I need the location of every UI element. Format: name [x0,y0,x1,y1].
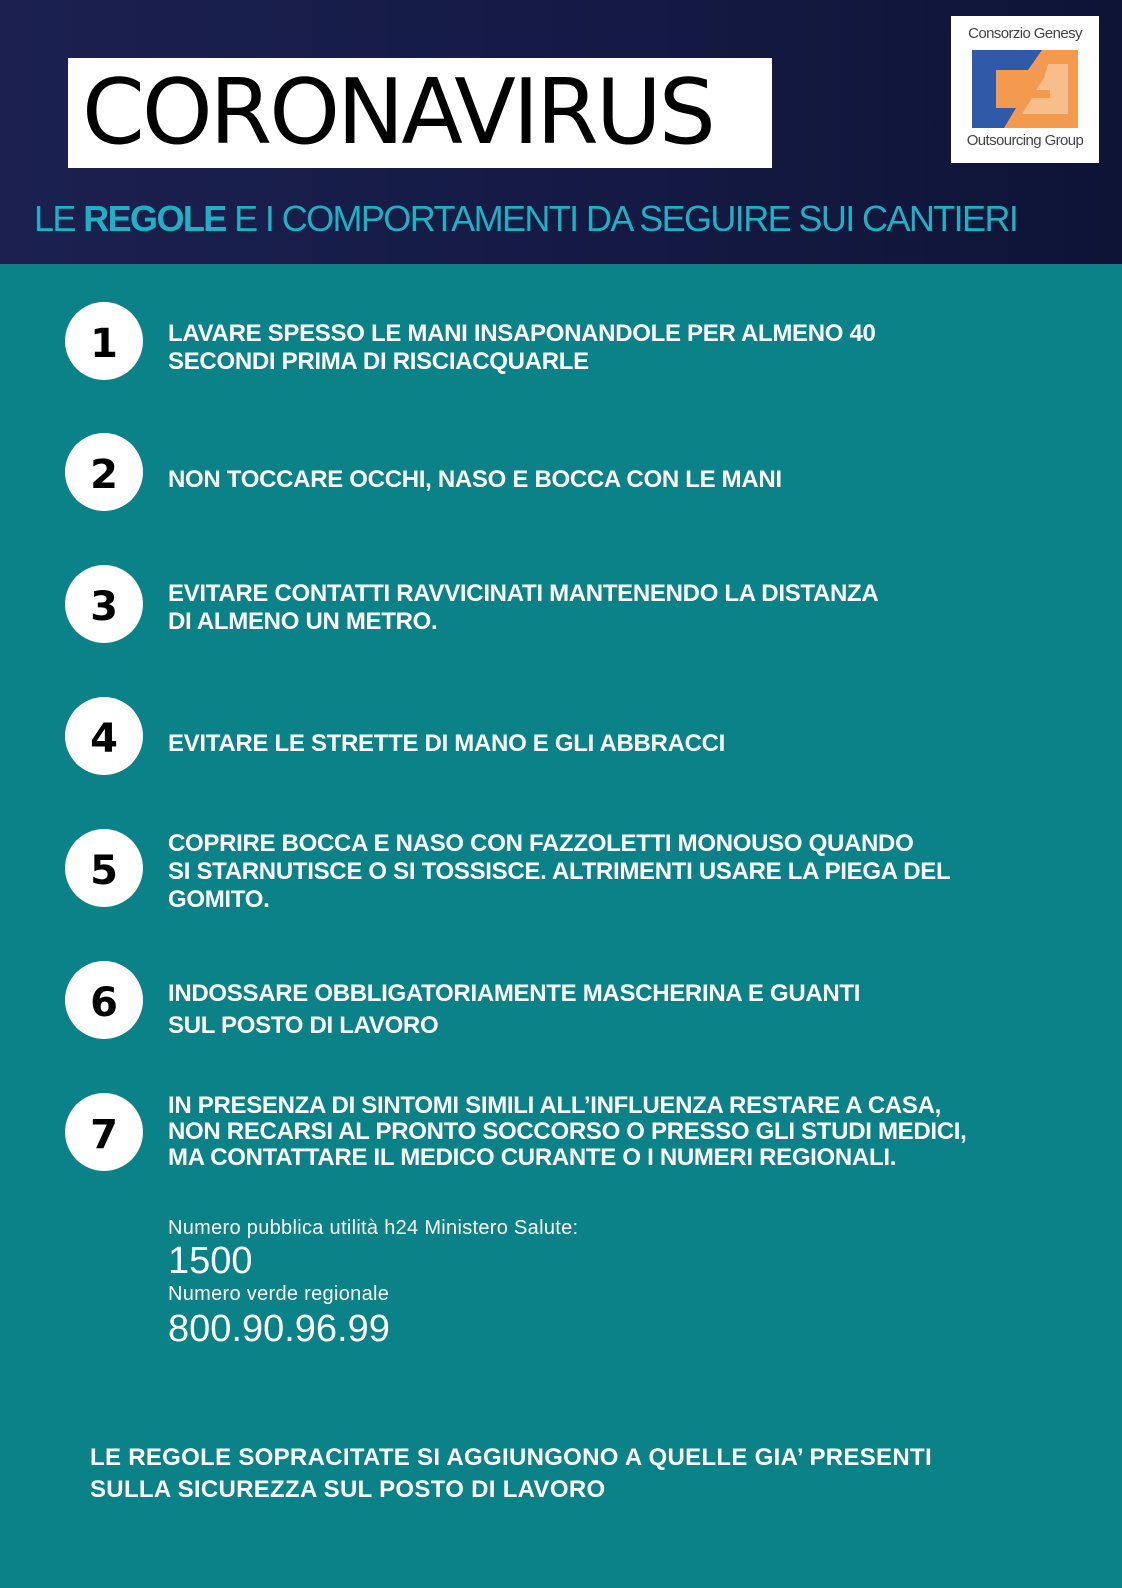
ministry-number: 1500 [168,1240,253,1282]
company-logo [951,16,1099,163]
subtitle-bold-word: REGOLE [83,198,226,239]
rule-number-badge: 6 [65,961,143,1039]
ministry-label: Numero pubblica utilità h24 Ministero Salute: [168,1217,579,1239]
cg-logo-mark [972,50,1078,128]
rule-text: EVITARE LE STRETTE DI MANO E GLI ABBRACCI [168,730,726,757]
rule-number-badge: 7 [65,1093,143,1171]
rule-text: IN PRESENZA DI SINTOMI SIMILI ALL’INFLUENZA RESTARE A CASA, NON RECARSI AL PRONTO SOCCORSO O PRESSO GLI STUDI MEDICI, MA CONTATTARE IL MEDICO CURANTE O I NUMERI REGIONALI. [168,1092,967,1171]
rule-number-badge: 4 [65,697,143,775]
rule-number-badge: 1 [65,302,143,380]
regional-number: 800.90.96.99 [168,1308,390,1350]
header-banner [0,0,1122,264]
subtitle-rest: E I COMPORTAMENTI DA SEGUIRE SUI CANTIERI [225,198,1018,239]
rule-text: EVITARE CONTATTI RAVVICINATI MANTENENDO LA DISTANZA DI ALMENO UN METRO. [168,580,879,635]
title-box [68,58,772,168]
rule-number-badge: 3 [65,565,143,643]
rule-number-badge: 5 [65,829,143,907]
rule-text: INDOSSARE OBBLIGATORIAMENTE MASCHERINA E GUANTI SUL POSTO DI LAVORO [168,980,861,1039]
rule-text: NON TOCCARE OCCHI, NASO E BOCCA CON LE MANI [168,466,782,493]
rule-text: COPRIRE BOCCA E NASO CON FAZZOLETTI MONOUSO QUANDO SI STARNUTISCE O SI TOSSISCE. ALTRIMENTI USARE LA PIEGA DEL GOMITO. [168,830,951,913]
subtitle-prefix: LE [34,198,84,239]
subtitle [34,198,1017,240]
contact-numbers [168,1216,578,1350]
regional-label: Numero verde regionale [168,1283,390,1305]
footer-note: LE REGOLE SOPRACITATE SI AGGIUNGONO A QUELLE GIA’ PRESENTI SULLA SICUREZZA SUL POSTO DI LAVORO [90,1444,932,1503]
logo-top-text: Consorzio Genesy [968,25,1082,42]
rule-text: LAVARE SPESSO LE MANI INSAPONANDOLE PER ALMENO 40 SECONDI PRIMA DI RISCIACQUARLE [168,320,876,375]
rule-number-badge: 2 [65,433,143,511]
logo-bottom-text: Outsourcing Group [966,132,1084,149]
page-title: CORONAVIRUS [82,60,713,165]
